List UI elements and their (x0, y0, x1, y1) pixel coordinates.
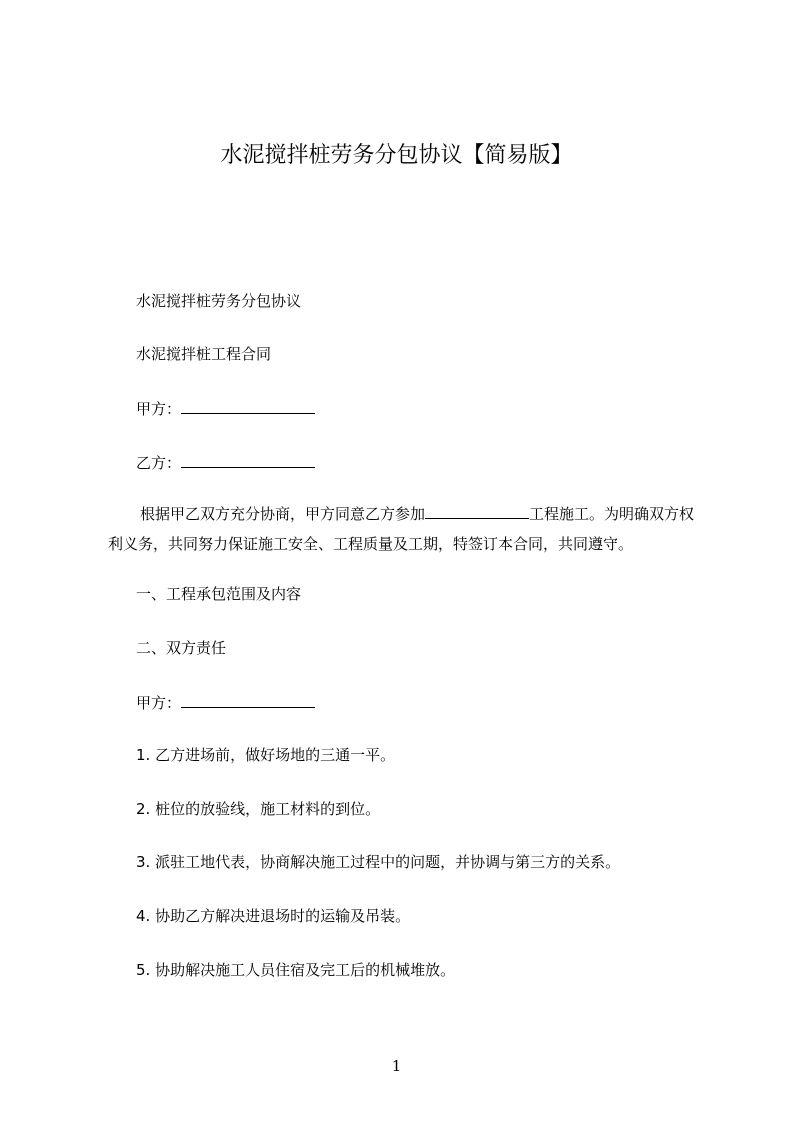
party-b-label: 乙方： (136, 454, 182, 472)
list-item: 4. 协助乙方解决进退场时的运输及吊装。 (136, 907, 411, 925)
party-a-responsibility-line (136, 692, 315, 713)
list-item: 2. 桩位的放验线，施工材料的到位。 (136, 800, 381, 818)
contract-name: 水泥搅拌桩工程合同 (136, 345, 272, 363)
agreement-subtitle: 水泥搅拌桩劳务分包协议 (136, 292, 302, 310)
party-a-blank (181, 398, 315, 414)
list-item: 5. 协助解决施工人员住宿及完工后的机械堆放。 (136, 961, 456, 979)
party-b-blank (181, 452, 315, 468)
project-name-blank (425, 503, 529, 519)
party-b-line (136, 452, 315, 473)
document-title: 水泥搅拌桩劳务分包协议【简易版】 (220, 143, 573, 168)
intro-text-part1: 根据甲乙双方充分协商，甲方同意乙方参加 (140, 505, 426, 523)
party-a-label: 甲方： (136, 400, 182, 418)
party-a-label-2: 甲方： (136, 694, 182, 712)
list-item: 3. 派驻工地代表，协商解决施工过程中的问题，并协调与第三方的关系。 (136, 853, 621, 871)
section-heading-responsibilities: 二、双方责任 (136, 639, 227, 657)
intro-paragraph (108, 499, 708, 559)
section-heading-scope: 一、工程承包范围及内容 (136, 585, 302, 603)
intro-text-part2: 工程施工。为明确双方权利义务，共同努力保证施工安全、工程质量及工期，特签订本合同，共同遵守。 (108, 505, 695, 553)
list-item: 1. 乙方进场前，做好场地的三通一平。 (136, 746, 396, 764)
party-a-line (136, 398, 315, 419)
party-a-blank-2 (181, 692, 315, 708)
page-number: 1 (391, 1057, 402, 1075)
